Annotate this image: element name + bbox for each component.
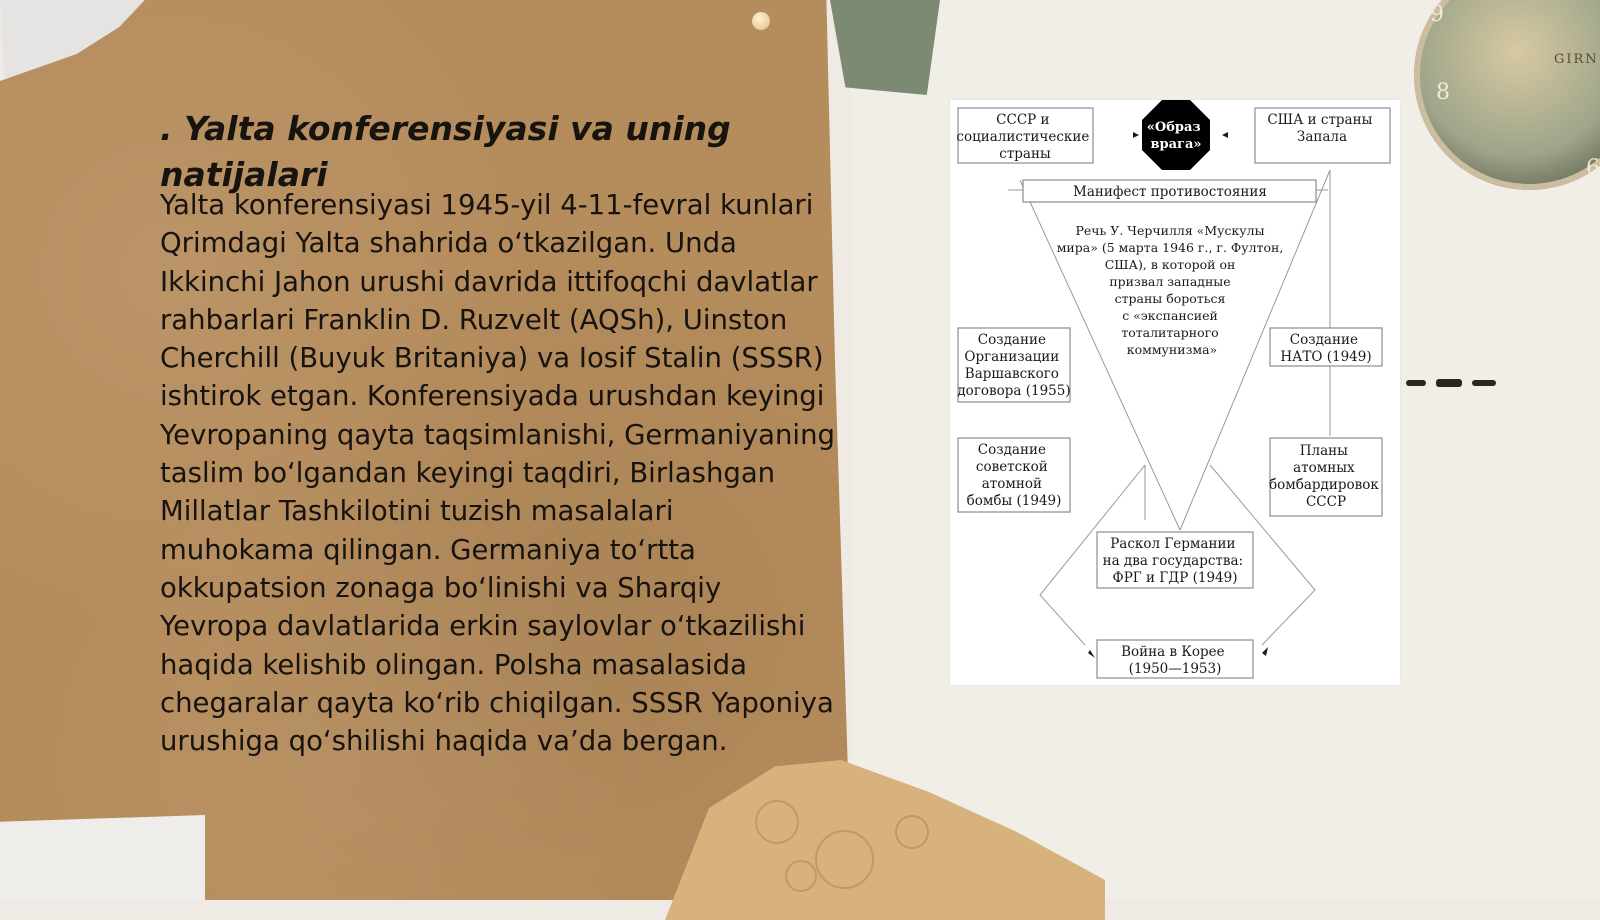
arrow-icon — [1133, 132, 1139, 138]
usa-west-label: США и страны Запала — [1267, 112, 1373, 145]
enemy-image-label: «Образ врага» — [1146, 120, 1202, 152]
manifesto-label: Манифест противостояния — [1073, 184, 1267, 200]
arrow-icon — [1222, 132, 1228, 138]
cold-war-diagram — [950, 100, 1400, 685]
nato-label: Создание НАТО (1949) — [1280, 332, 1372, 365]
background-torn-paper — [0, 815, 205, 900]
clock-label: GIRN — [1554, 52, 1599, 67]
clock-number: 9 — [1430, 2, 1444, 27]
soviet-bomb-label: Создание советской атомной бомбы (1949) — [966, 442, 1062, 509]
pin-icon — [752, 12, 770, 30]
korean-war-label: Война в Корее (1950—1953) — [1121, 644, 1225, 677]
germany-split-label: Раскол Германии на два государства: ФРГ и ГДР (1949) — [1102, 536, 1244, 586]
warsaw-pact-label: Создание Организации Варшавского договора (1955) — [957, 332, 1071, 399]
arrow-icon — [1088, 650, 1095, 658]
slide-title: . Yalta konferensiyasi va uning natijalari — [160, 109, 731, 194]
churchill-speech-label: Речь У. Черчилля «Мускулы мира» (5 марта 1946 г., г. Фултон, США), в которой он призвал западные страны бороться с «экспансией тоталитарного коммунизма» — [1056, 223, 1284, 357]
slide-body-text: Yalta konferensiyasi 1945-yil 4-11-fevral kunlari Qrimdagi Yalta shahrida o‘tkazilgan. Unda Ikkinchi Jahon urushi davrida ittifoqchi davlatlar rahbarlari Franklin D. Ruzvelt (AQSh), Uinston Cherchill (Buyuk Britaniya) va Iosif Stalin (SSSR) ishtirok etgan. Konferensiyada urushdan keyingi Yevropaning qayta taqsimlanishi, Germaniyaning taslim bo‘lgandan keyingi taqdiri, Birlashgan Millatlar Tashkilotini tuzish masalalari muhokama qilingan. Germaniya to‘rtta okkupatsion zonaga bo‘linishi va Sharqiy Yevropa davlatlarida erkin saylovlar o‘tkazilishi haqida kelishib olingan. Polsha masalasida chegaralar qayta ko‘rib chiqilgan. SSSR Yaponiya urushiga qo‘shilishi haqida va’da bergan. — [160, 189, 835, 758]
ussr-bloc-label: СССР и социалистические страны — [956, 112, 1090, 162]
clock-number: 8 — [1436, 80, 1450, 105]
enemy-image-octagon — [1142, 100, 1210, 170]
clock-number: 6 — [1586, 156, 1600, 181]
background-green-tape — [830, 0, 940, 95]
dash-decoration — [1406, 378, 1496, 388]
atomic-plans-label: Планы атомных бомбардировок СССР — [1268, 443, 1379, 510]
arrow-icon — [1262, 647, 1268, 656]
